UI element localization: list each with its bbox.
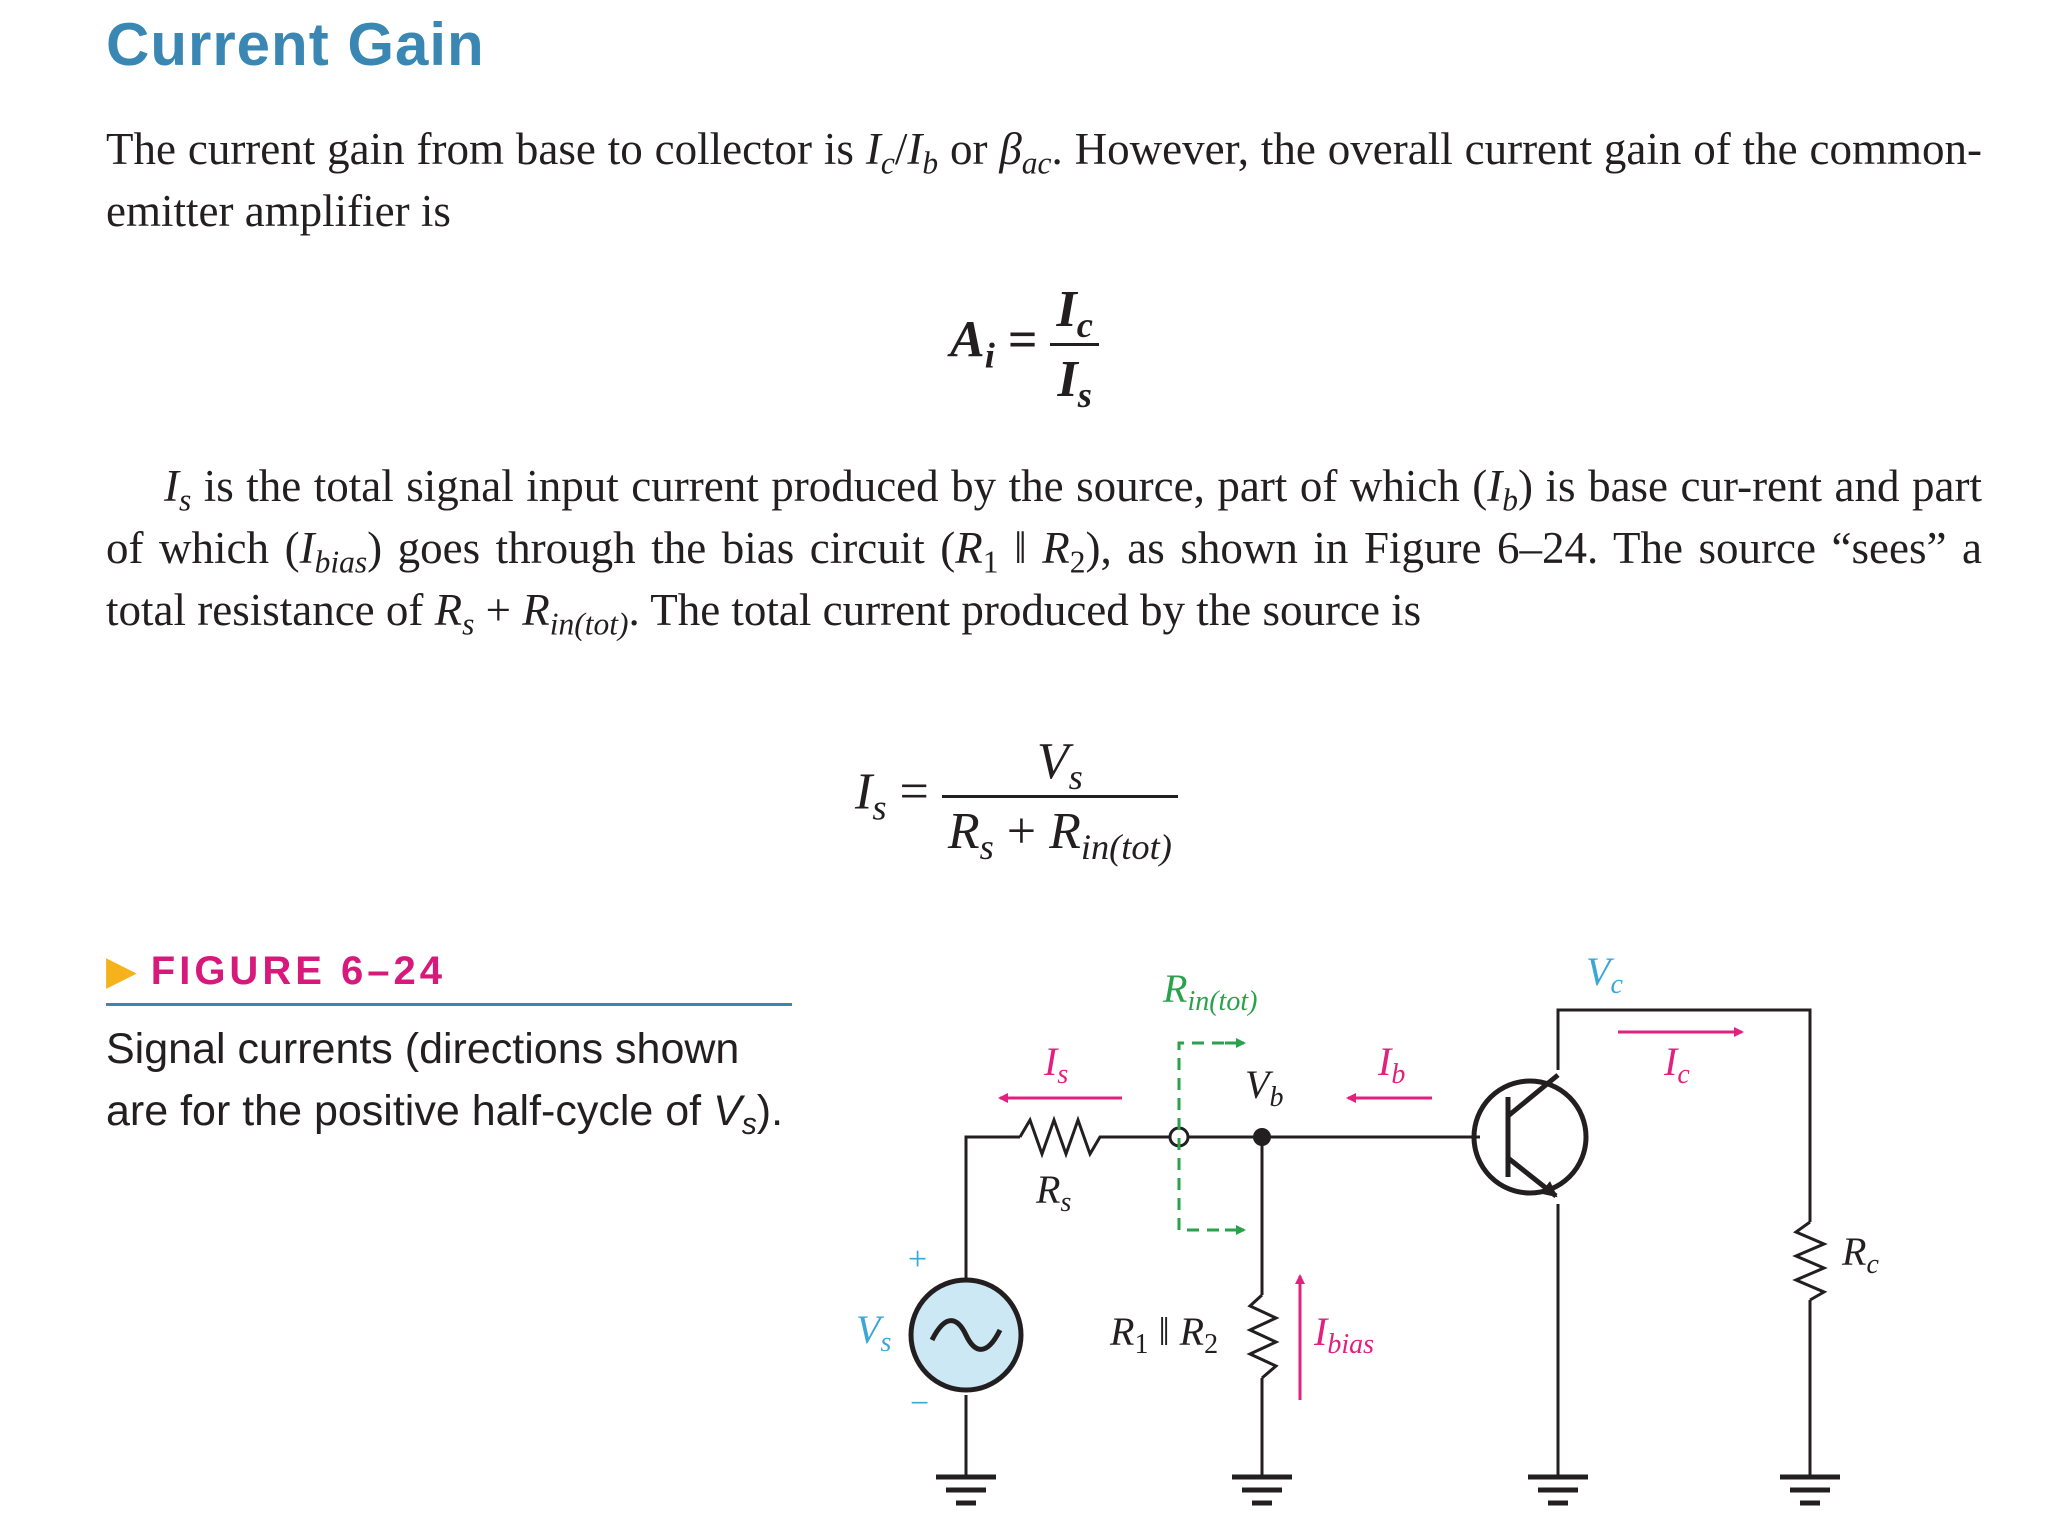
math-is: $I_s$ <box>164 461 192 518</box>
triangle-icon: ▶ <box>106 949 137 993</box>
transistor <box>1474 1075 1586 1196</box>
math-beta: $\beta_{ac}$ <box>999 124 1052 181</box>
math-rs: $R_s$ <box>434 585 475 642</box>
figure-label: ▶ FIGURE 6–24 <box>106 949 446 993</box>
rs-resistor <box>1020 1120 1170 1154</box>
label-plus: + <box>908 1241 928 1278</box>
math-r2: $R_2$ <box>1042 523 1086 580</box>
voltage-source <box>911 1280 1021 1390</box>
label-rs: $R_s$ <box>1036 1167 1072 1218</box>
math-slash: / <box>894 124 908 174</box>
node-vb <box>1253 1128 1271 1146</box>
label-is: $I_s$ <box>1044 1039 1069 1090</box>
equation-current-gain: $A_i$ = $\frac{I_c}{I_s}$ <box>950 280 1099 409</box>
label-vc: $V_c$ <box>1586 949 1623 1000</box>
section-heading: Current Gain <box>106 11 485 78</box>
figure-caption: Signal currents (directions shown are for the positive half-cycle of $V_s$). <box>106 1025 784 1142</box>
math-ib: $I_b$ <box>907 124 939 181</box>
r1r2-resistor <box>1250 1295 1276 1378</box>
fraction: $\frac{V_s}{R_s + R_{in(tot)}}$ <box>942 732 1178 861</box>
math-rin: $R_{in(tot)}$ <box>522 585 629 642</box>
label-rc: $R_c$ <box>1842 1229 1879 1280</box>
ground-symbols <box>936 1477 1840 1503</box>
text: or <box>938 124 1000 174</box>
paragraph-signal-current: $I_s$ is the total signal input current produced by the source, part of which $(I_b)$ is base cur-rent and part of which $(I_{bias})$ goes through the bias circuit ($R_1$ ‖ $R_2$), as shown in Figure 6–24. The source “sees” a total resistance of $R_s + R_{in(tot)}$. The total current produced by the source is <box>106 461 1982 642</box>
label-ic: $I_c$ <box>1664 1039 1690 1090</box>
math-r1: $R_1$ <box>955 523 999 580</box>
equation-source-current: $I_s$ = $\frac{V_s}{R_s + R_{in(tot)}}$ <box>855 732 1178 861</box>
math-ib: $I_b$ <box>1487 461 1519 518</box>
label-ibias: $I_{bias}$ <box>1314 1309 1375 1360</box>
rc-resistor <box>1796 1222 1824 1300</box>
text: . However, the overall current gain of the common-emitter amplifier is <box>106 124 1982 236</box>
label-rin: $R_{in(tot)}$ <box>1163 966 1258 1017</box>
label-minus: − <box>910 1385 930 1422</box>
fraction: $\frac{I_c}{I_s}$ <box>1050 280 1098 409</box>
label-r1r2: $R_1$ ‖ $R_2$ <box>1110 1309 1219 1360</box>
label-vs: $V_s$ <box>856 1307 892 1358</box>
math-ibias: $I_{bias}$ <box>299 523 368 580</box>
label-ib: $I_b$ <box>1378 1039 1406 1090</box>
label-vb: $V_b$ <box>1245 1062 1284 1113</box>
text: The current gain from base to collector is <box>106 124 866 174</box>
math-ic: $I_c$ <box>865 124 895 181</box>
